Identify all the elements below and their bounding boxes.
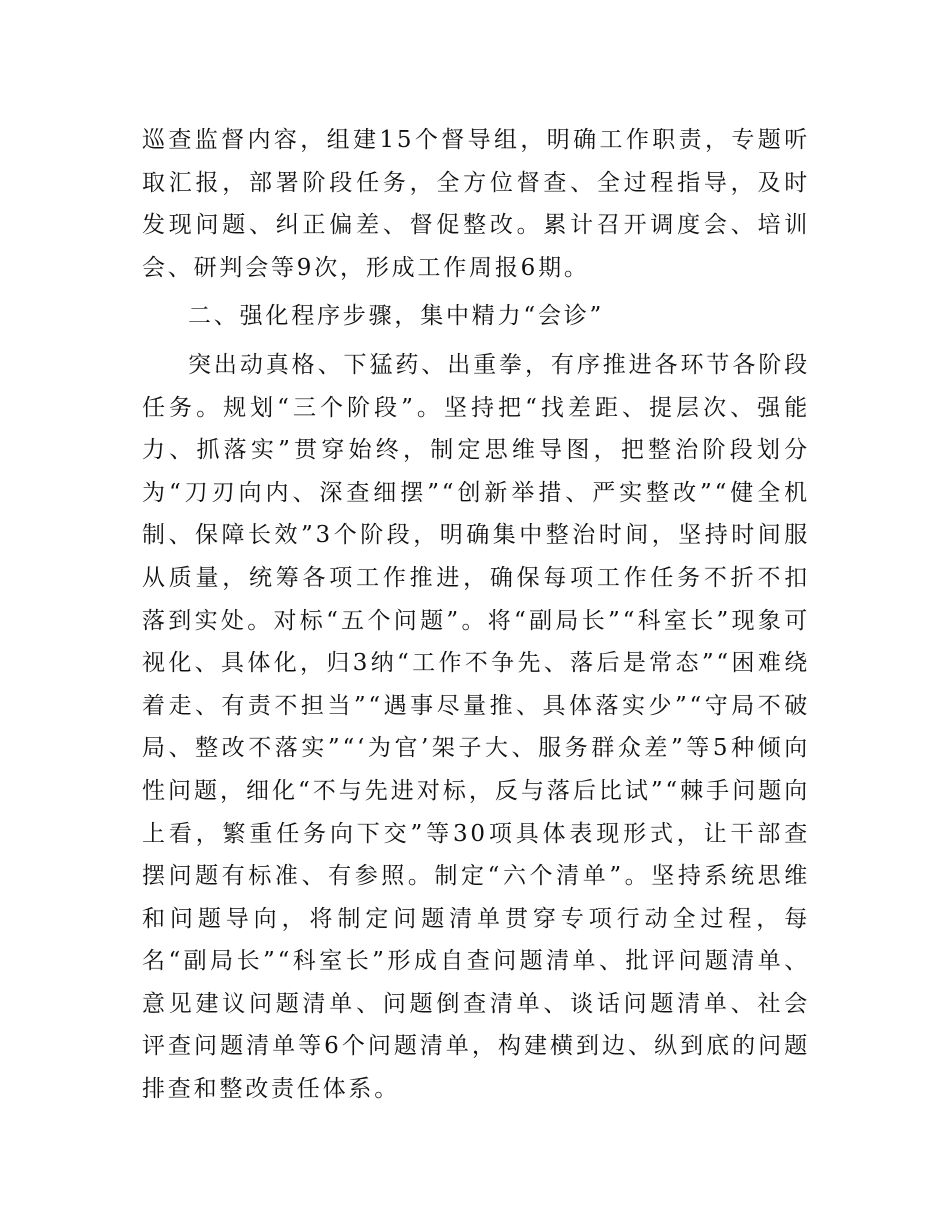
- paragraph-body: 突出动真格、下猛药、出重拳，有序推进各环节各阶段任务。规划“三个阶段”。坚持把“找差距、提层次、强能力、抓落实”贯穿始终，制定思维导图，把整治阶段划分为“刀刃向内、深查细摆”“创新举措、严实整改”“健全机制、保障长效”3个阶段，明确集中整治时间，坚持时间服从质量，统筹各项工作推进，确保每项工作任务不折不扣落到实处。对标“五个问题”。将“副局长”“科室长”现象可视化、具体化，归3纳“工作不争先、落后是常态”“困难绕着走、有责不担当”“遇事尽量推、具体落实少”“守局不破局、整改不落实”“‘为官’架子大、服务群众差”等5种倾向性问题，细化“不与先进对标，反与落后比试”“棘手问题向上看，繁重任务向下交”等30项具体表现形式，让干部查摆问题有标准、有参照。制定“六个清单”。坚持系统思维和问题导向，将制定问题清单贯穿专项行动全过程，每名“副局长”“科室长”形成自查问题清单、批评问题清单、意见建议问题清单、问题倒查清单、谈话问题清单、社会评查问题清单等6个问题清单，构建横到边、纵到底的问题排查和整改责任体系。: [142, 351, 810, 1103]
- section-heading: 二、强化程序步骤，集中精力“会诊”: [188, 303, 605, 330]
- paragraph-continued: 巡查监督内容，组建15个督导组，明确工作职责，专题听取汇报，部署阶段任务，全方位督查、全过程指导，及时发现问题、纠正偏差、督促整改。累计召开调度会、培训会、研判会等9次，形成工作周报6期。: [142, 127, 810, 281]
- document-body: [142, 119, 810, 1111]
